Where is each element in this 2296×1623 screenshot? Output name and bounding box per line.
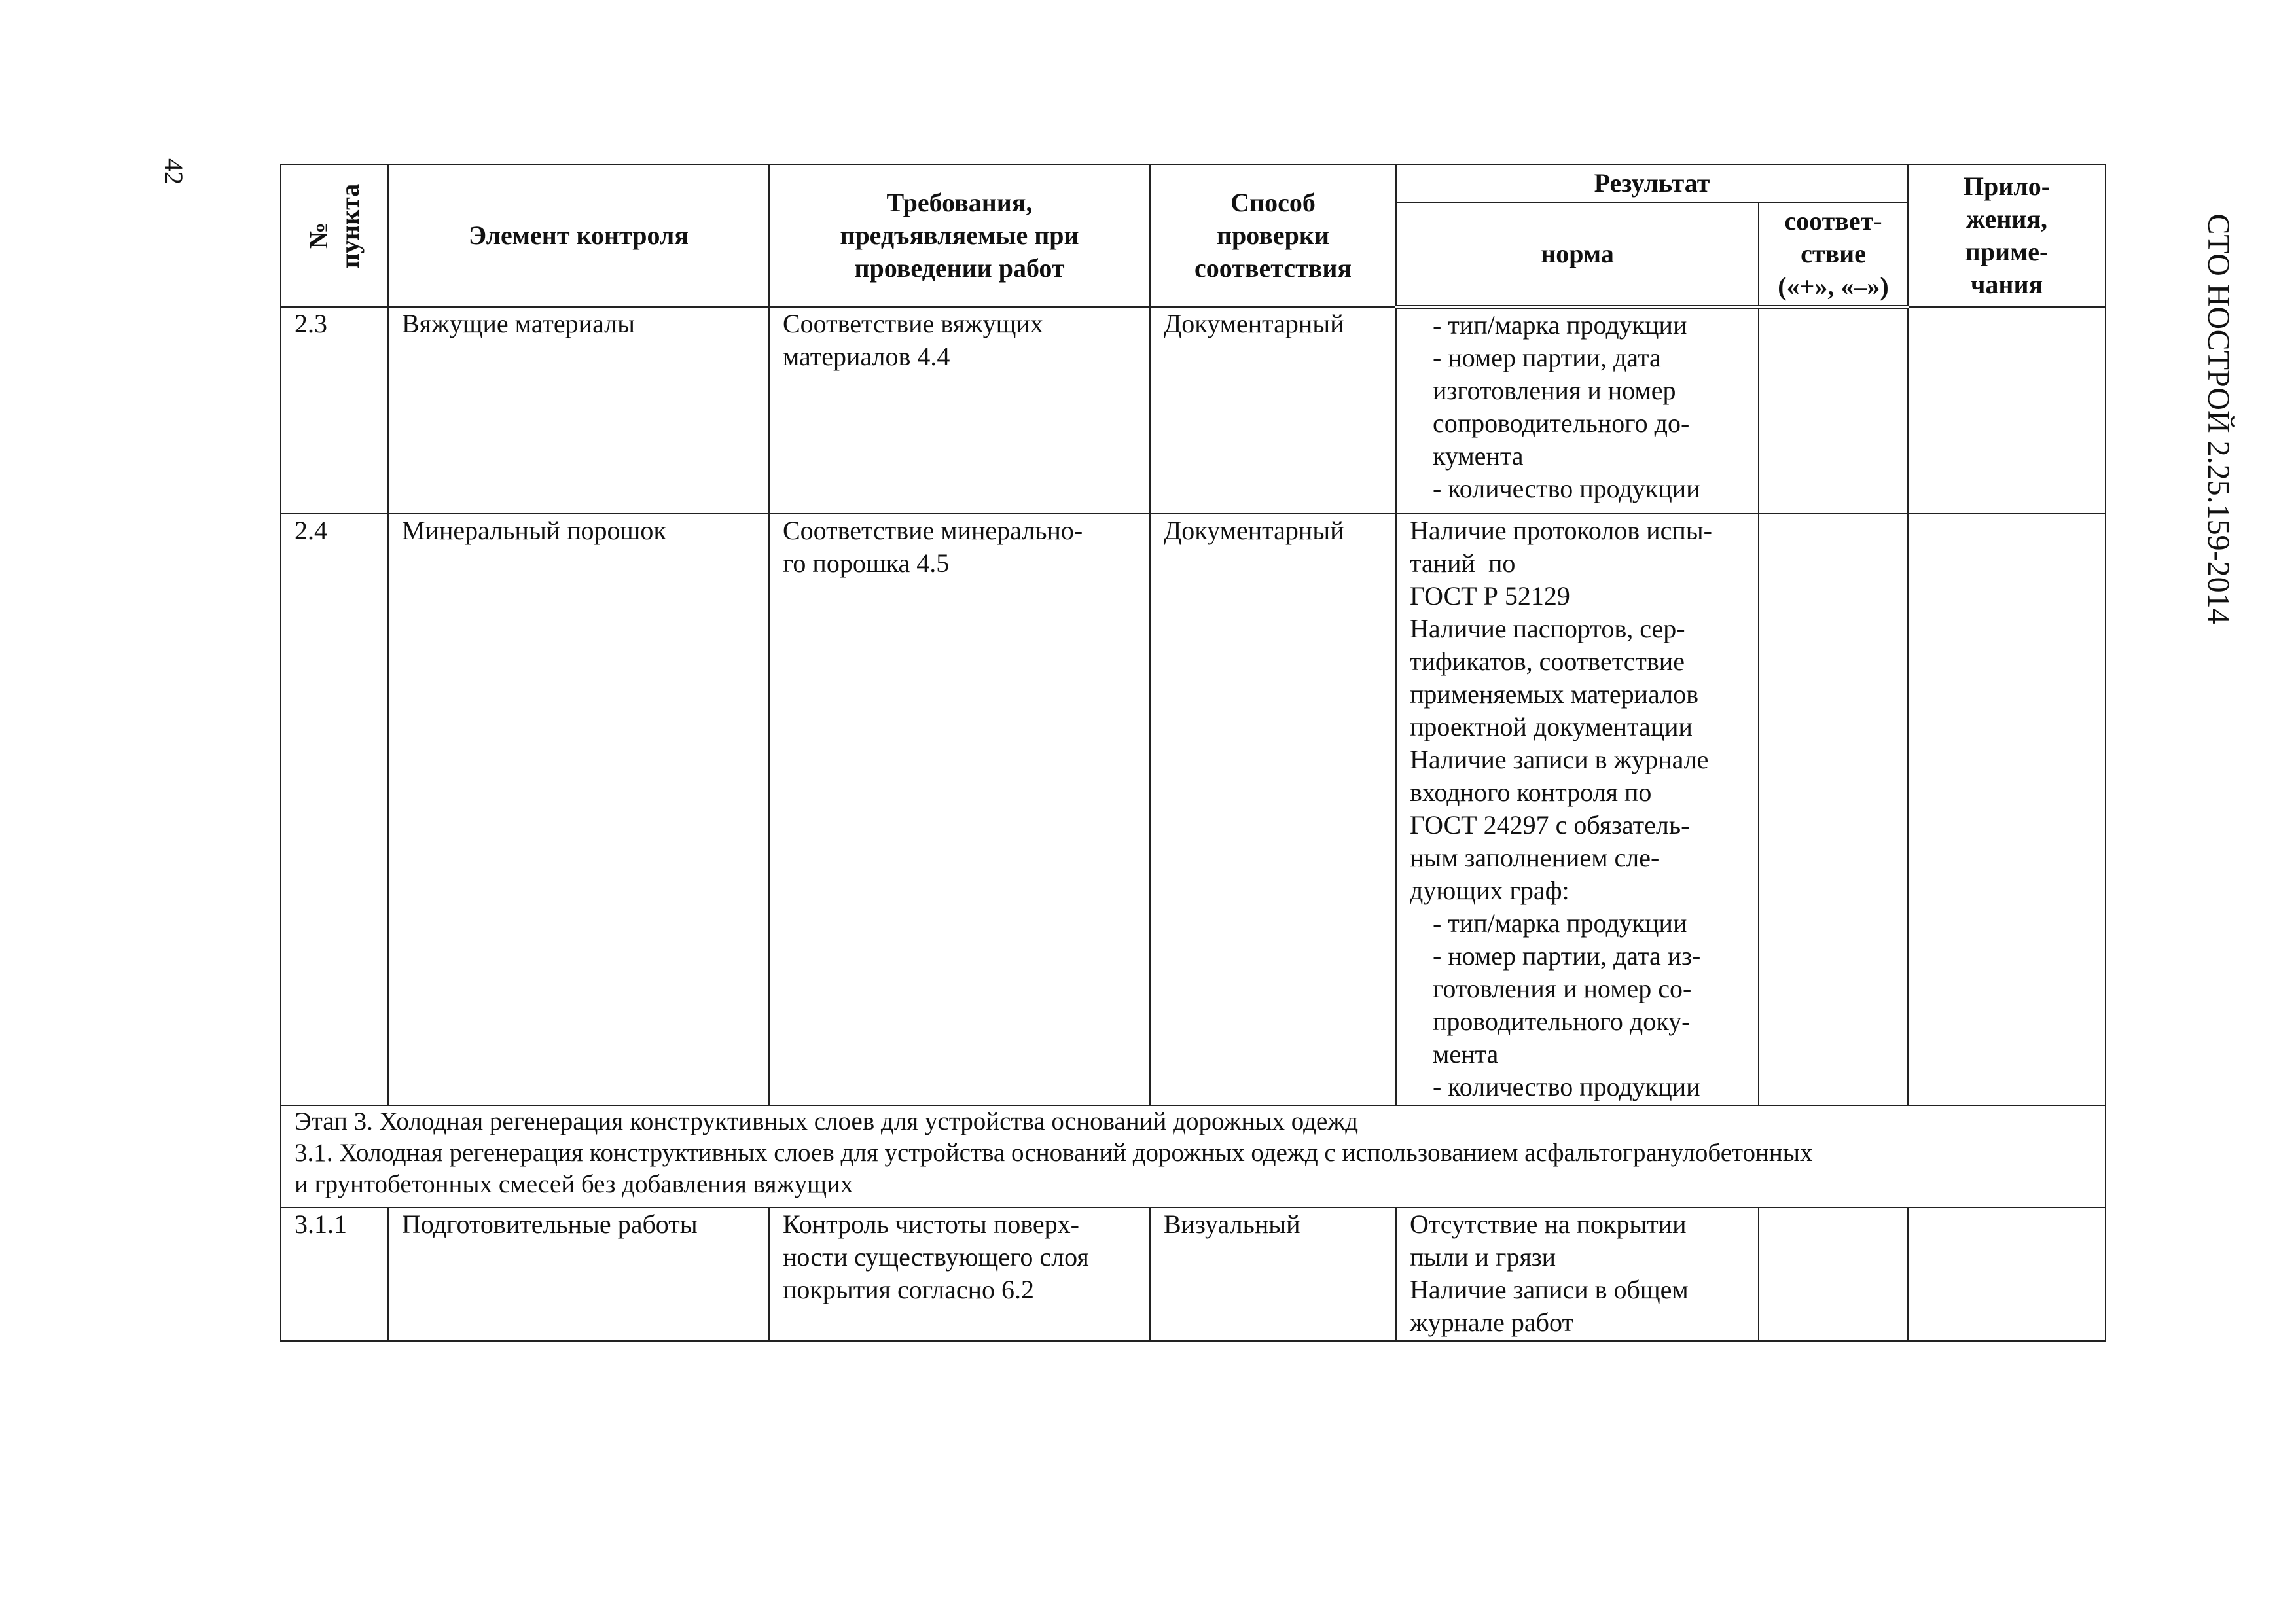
conformity [1759,514,1908,1105]
header-item-number-text: № пункта [304,183,365,268]
requirements: Контроль чистоты поверх- ности существующего слоя покрытия согласно 6.2 [769,1207,1150,1341]
page-number: 42 [159,158,189,185]
table-row [281,1207,2106,1341]
stage-title: Этап 3. Холодная регенерация конструктивных слоев для устройства оснований дорожных одежд [295,1107,1359,1135]
control-element: Минеральный порошок [388,514,769,1105]
stage-subtitle: 3.1. Холодная регенерация конструктивных слоев для устройства оснований дорожных одежд с использованием асфальтогранулобетонных [295,1139,1813,1167]
verification-method: Документарный [1150,514,1396,1105]
requirements: Соответствие минерально- го порошка 4.5 [769,514,1150,1105]
stage-heading [281,1105,2106,1207]
item-number: 2.3 [281,307,388,514]
header-item-number [281,164,388,307]
table-row [281,307,2106,514]
verification-method: Документарный [1150,307,1396,514]
table-row [281,514,2106,1105]
conformity [1759,307,1908,514]
norm: Наличие протоколов испы- таний по ГОСТ Р 52129 Наличие паспортов, сер- тификатов, соответствие применяемых материалов проектной документации Наличие записи в журнале входного контроля по ГОСТ 24297 с обязатель- ным заполнением сле- дующих граф: - тип/марка продукции - номер партии, дата из- готовления и номер со- проводительного доку- мента - количество продукции [1396,514,1759,1105]
control-element: Подготовительные работы [388,1207,769,1341]
stage-row [281,1105,2106,1207]
header-result: Результат [1396,164,1908,202]
item-number: 2.4 [281,514,388,1105]
header-requirements: Требования, предъявляемые при проведении работ [769,164,1150,307]
document-code: СТО НОСТРОЙ 2.25.159-2014 [2201,213,2236,624]
stage-subtitle-continued: и грунтобетонных смесей без добавления вяжущих [295,1170,853,1198]
notes [1908,1207,2106,1341]
notes [1908,514,2106,1105]
norm: Отсутствие на покрытии пыли и грязи Наличие записи в общем журнале работ [1396,1207,1759,1341]
header-notes: Прило- жения, приме- чания [1908,164,2106,307]
control-element: Вяжущие материалы [388,307,769,514]
control-table [280,164,2106,1342]
header-verification-method: Способ проверки соответствия [1150,164,1396,307]
header-norm: норма [1396,202,1759,307]
norm: - тип/марка продукции - номер партии, дата изготовления и номер сопроводительного до- кумента - количество продукции [1396,307,1759,514]
header-control-element: Элемент контроля [388,164,769,307]
verification-method: Визуальный [1150,1207,1396,1341]
header-conformity: соответ- ствие («+», «–») [1759,202,1908,307]
notes [1908,307,2106,514]
requirements: Соответствие вяжущих материалов 4.4 [769,307,1150,514]
item-number: 3.1.1 [281,1207,388,1341]
conformity [1759,1207,1908,1341]
